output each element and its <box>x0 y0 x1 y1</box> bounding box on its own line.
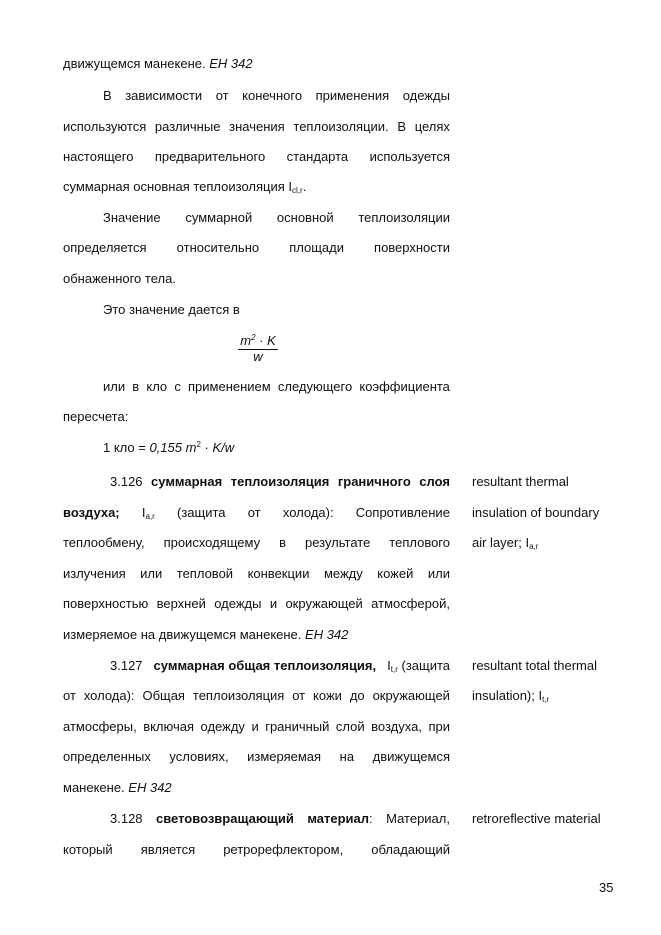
word: холода): <box>83 688 135 703</box>
word: конвекции <box>247 566 310 581</box>
word: атмосферой, <box>371 596 450 611</box>
word: теплоизоляция <box>192 688 285 703</box>
word: условиях, <box>169 749 229 764</box>
word: одежды <box>214 596 262 611</box>
word: Значение <box>103 210 161 225</box>
text-line <box>63 842 450 858</box>
term-3127-line: 3.127 суммарная общая теплоизоляция, $I_{t,r}$ (защита <box>110 658 450 674</box>
text-line <box>63 719 450 735</box>
text-line <box>63 119 450 135</box>
word: используются <box>63 119 147 134</box>
text-line: Это значение дается в <box>103 302 240 317</box>
text-line <box>63 749 450 765</box>
english-term: resultant thermal <box>472 474 569 489</box>
word: настоящего <box>63 149 134 164</box>
word: зависимости <box>125 88 203 103</box>
text-line: движущемся манекене. ЕН 342 <box>63 56 253 71</box>
word: площади <box>289 240 344 255</box>
word: обладающий <box>371 842 450 857</box>
text-line <box>103 88 450 104</box>
word: используется <box>369 149 450 164</box>
term-3128-line: 3.128 световозвращающий материал: Материал, <box>110 811 450 826</box>
text-line <box>63 240 450 256</box>
word: на <box>339 749 355 764</box>
word: применения <box>315 88 390 103</box>
word: определенных <box>63 749 151 764</box>
word: между <box>323 566 363 581</box>
word: одежды <box>402 88 450 103</box>
word: поверхностью <box>63 596 149 611</box>
text-line <box>103 210 450 226</box>
conversion-formula: 1 кло = 0,155 $m^2 \cdot K/w$ <box>103 440 235 455</box>
word: происходящему <box>163 535 261 550</box>
text-line <box>63 149 450 165</box>
term-3126-line: воздуха; $I_{a,r}$ (защита от холода): Сопротивление <box>63 505 450 521</box>
word: движущемся <box>372 749 450 764</box>
text-line: манекене. ЕН 342 <box>63 780 172 795</box>
unit-fraction: $\frac{m^2 \cdot K}{w}$ <box>238 334 278 364</box>
word: при <box>428 719 450 734</box>
english-term: retroreflective material <box>472 811 601 826</box>
word: окружающей <box>285 596 363 611</box>
word: в <box>132 379 140 394</box>
word: от <box>63 688 76 703</box>
word: и <box>269 596 278 611</box>
term-3126-line: 3.126 суммарная теплоизоляция граничного слоя <box>110 474 450 489</box>
word: атмосферы, <box>63 719 137 734</box>
word: или <box>103 379 126 394</box>
word: в <box>279 535 286 550</box>
word: теплоизоляции <box>358 210 450 225</box>
word: ретрорефлектором, <box>223 842 344 857</box>
word: коэффициента <box>359 379 450 394</box>
word: Общая <box>142 688 185 703</box>
english-term: air layer; $I_{a,r}$ <box>472 535 539 551</box>
word: верхней <box>156 596 206 611</box>
word: стандарта <box>286 149 349 164</box>
word: В <box>397 119 407 134</box>
word: кло <box>146 379 168 394</box>
word: тепловой <box>176 566 234 581</box>
word: теплоизоляции. <box>293 119 389 134</box>
word: слой <box>335 719 365 734</box>
word: и <box>251 719 259 734</box>
text-line: пересчета: <box>63 409 129 424</box>
text-line: суммарная основная теплоизоляция $I_{cl,r}$. <box>63 179 307 195</box>
page-number: 35 <box>599 880 614 895</box>
word: теплового <box>389 535 450 550</box>
word: предварительного <box>154 149 266 164</box>
word: различные <box>154 119 221 134</box>
word: включая <box>143 719 195 734</box>
english-term: insulation); $I_{t,r}$ <box>472 688 550 704</box>
word: измеряемая <box>247 749 322 764</box>
word: основной <box>276 210 334 225</box>
word: применением <box>188 379 271 394</box>
word: значения <box>229 119 285 134</box>
word: конечного <box>242 88 303 103</box>
word: воздуха, <box>371 719 422 734</box>
word: относительно <box>176 240 260 255</box>
english-term: resultant total thermal <box>472 658 598 673</box>
english-term: insulation of boundary <box>472 505 600 520</box>
word: целях <box>414 119 450 134</box>
text-line <box>63 535 450 551</box>
word: одежду <box>200 719 245 734</box>
word: следующего <box>277 379 353 394</box>
word: или <box>140 566 163 581</box>
word: излучения <box>63 566 126 581</box>
word: является <box>140 842 196 857</box>
word: результате <box>304 535 371 550</box>
word: определяется <box>63 240 147 255</box>
text-line <box>63 688 450 704</box>
word: с <box>174 379 181 394</box>
word: кожей <box>377 566 414 581</box>
word: граничный <box>265 719 330 734</box>
word: теплообмену, <box>63 535 145 550</box>
word: окружающей <box>372 688 450 703</box>
word: или <box>427 566 450 581</box>
word: В <box>103 88 112 103</box>
word: кожи <box>313 688 342 703</box>
word: до <box>349 688 365 703</box>
word: который <box>63 842 113 857</box>
word: суммарной <box>185 210 253 225</box>
word: от <box>292 688 306 703</box>
word: от <box>215 88 229 103</box>
text-line <box>63 566 450 582</box>
word: поверхности <box>374 240 450 255</box>
text-line: обнаженного тела. <box>63 271 176 286</box>
text-line <box>103 379 450 395</box>
text-line: измеряемое на движущемся манекене. ЕН 342 <box>63 627 349 642</box>
text-line <box>63 596 450 612</box>
